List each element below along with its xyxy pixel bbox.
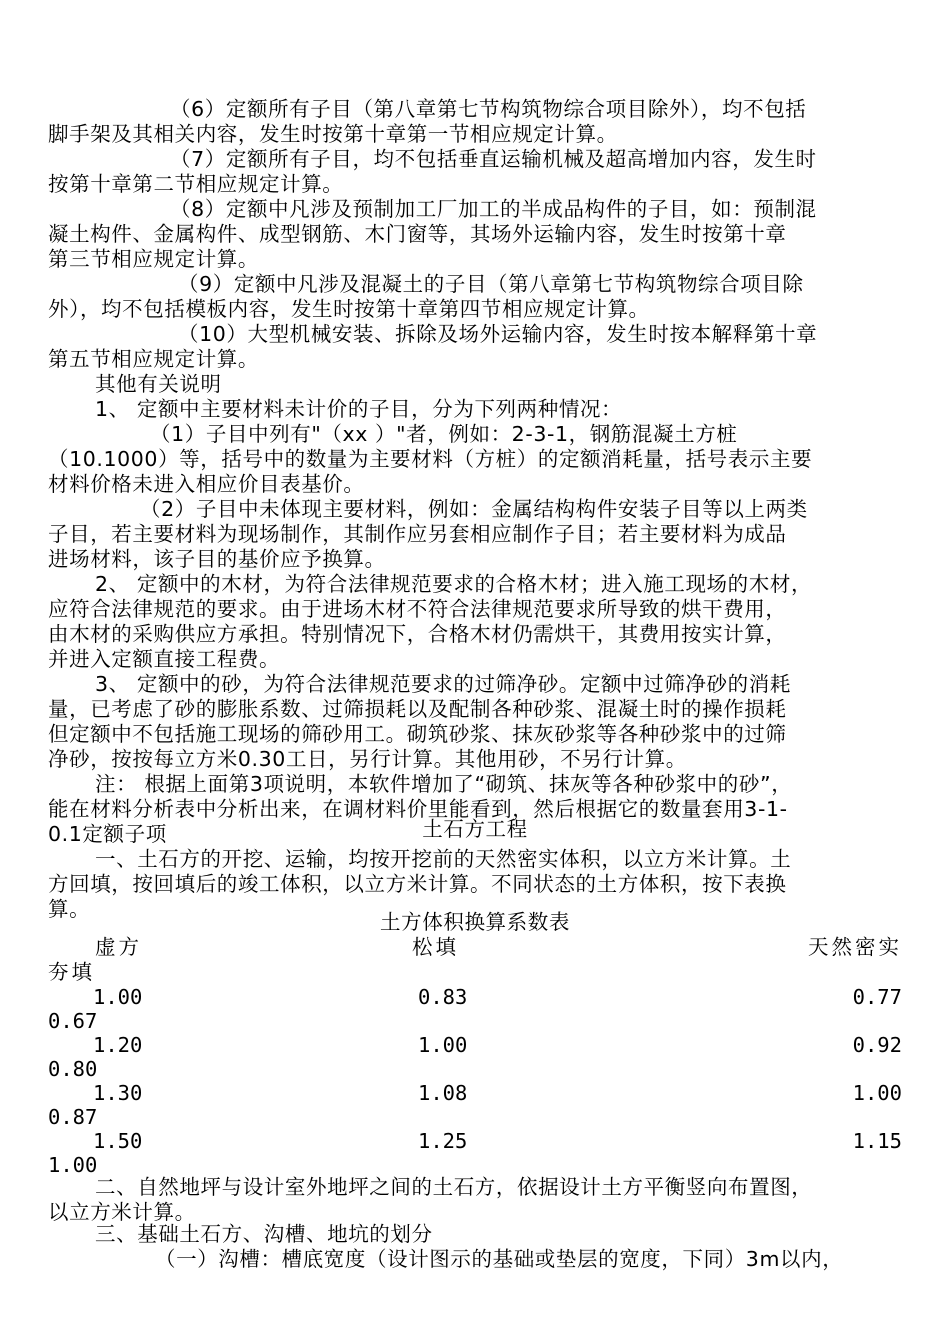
body-text-line: （10）大型机械安装、拆除及场外运输内容，发生时按本解释第十章: [178, 322, 818, 346]
body-text-line: 三、基础土石方、沟槽、地坑的划分: [95, 1222, 433, 1246]
table-header-cell: 虚方: [95, 935, 142, 959]
body-text-line: 1、 定额中主要材料未计价的子目，分为下列两种情况：: [95, 397, 623, 421]
body-text-line: 材料价格未进入相应价目表基价。: [48, 472, 365, 496]
table-cell: 0.92: [852, 1033, 902, 1057]
body-text-line: 量，已考虑了砂的膨胀系数、过筛损耗以及配制各种砂浆、混凝土时的操作损耗: [48, 697, 787, 721]
table-cell: 0.87: [48, 1105, 98, 1129]
table-cell: 1.00: [93, 985, 143, 1009]
section-heading: 土石方工程: [422, 817, 528, 841]
table-header-cell: 夯填: [48, 960, 95, 984]
body-text-line: （7）定额所有子目，均不包括垂直运输机械及超高增加内容，发生时: [170, 147, 817, 171]
table-cell: 1.00: [418, 1033, 468, 1057]
body-text-line: 子目，若主要材料为现场制作，其制作应另套相应制作子目；若主要材料为成品: [48, 522, 787, 546]
table-header-cell: 天然密实: [808, 935, 902, 959]
table-title: 土方体积换算系数表: [380, 910, 570, 934]
table-cell: 1.00: [48, 1153, 98, 1177]
body-text-line: （10.1000）等，括号中的数量为主要材料（方桩）的定额消耗量，括号表示主要: [48, 447, 813, 471]
body-text-line: 第三节相应规定计算。: [48, 247, 259, 271]
body-text-line: 并进入定额直接工程费。: [48, 647, 281, 671]
body-text-line: 其他有关说明: [95, 372, 222, 396]
table-cell: 1.00: [852, 1081, 902, 1105]
body-text-line: 0.1定额子项: [48, 822, 167, 846]
body-text-line: 由木材的采购供应方承担。特别情况下，合格木材仍需烘干，其费用按实计算，: [48, 622, 787, 646]
table-cell: 1.25: [418, 1129, 468, 1153]
body-text-line: （6）定额所有子目（第八章第七节构筑物综合项目除外），均不包括: [170, 97, 807, 121]
body-text-line: 方回填，按回填后的竣工体积，以立方米计算。不同状态的土方体积，按下表换: [48, 872, 787, 896]
body-text-line: 凝土构件、金属构件、成型钢筋、木门窗等，其场外运输内容，发生时按第十章: [48, 222, 787, 246]
table-cell: 1.08: [418, 1081, 468, 1105]
body-text-line: 按第十章第二节相应规定计算。: [48, 172, 344, 196]
body-text-line: 脚手架及其相关内容，发生时按第十章第一节相应规定计算。: [48, 122, 618, 146]
body-text-line: 3、 定额中的砂，为符合法律规范要求的过筛净砂。定额中过筛净砂的消耗: [95, 672, 791, 696]
body-text-line: 注： 根据上面第3项说明，本软件增加了“砌筑、抹灰等各种砂浆中的砂”，: [95, 772, 793, 796]
body-text-line: （2）子目中未体现主要材料，例如：金属结构构件安装子目等以上两类: [140, 497, 808, 521]
body-text-line: 一、土石方的开挖、运输，均按开挖前的天然密实体积，以立方米计算。土: [95, 847, 792, 871]
body-text-line: （一）沟槽：槽底宽度（设计图示的基础或垫层的宽度，下同）3m以内，: [155, 1247, 844, 1271]
body-text-line: 外），均不包括模板内容，发生时按第十章第四节相应规定计算。: [48, 297, 650, 321]
table-cell: 1.15: [852, 1129, 902, 1153]
table-cell: 0.80: [48, 1057, 98, 1081]
body-text-line: 算。: [48, 897, 91, 921]
body-text-line: 以立方米计算。: [48, 1200, 196, 1224]
table-cell: 1.50: [93, 1129, 143, 1153]
body-text-line: 净砂，按按每立方米0.30工日，另行计算。其他用砂，不另行计算。: [48, 747, 687, 771]
body-text-line: 进场材料，该子目的基价应予换算。: [48, 547, 386, 571]
table-header-cell: 松填: [412, 935, 459, 959]
body-text-line: 二、自然地坪与设计室外地坪之间的土石方，依据设计土方平衡竖向布置图，: [95, 1175, 813, 1199]
body-text-line: 2、 定额中的木材，为符合法律规范要求的合格木材；进入施工现场的木材，: [95, 572, 813, 596]
body-text-line: （8）定额中凡涉及预制加工厂加工的半成品构件的子目，如：预制混: [170, 197, 817, 221]
table-cell: 0.77: [852, 985, 902, 1009]
body-text-line: （1）子目中列有"（xx ）"者，例如：2-3-1，钢筋混凝土方桩: [150, 422, 738, 446]
table-cell: 0.83: [418, 985, 468, 1009]
table-cell: 0.67: [48, 1009, 98, 1033]
body-text-line: 第五节相应规定计算。: [48, 347, 259, 371]
body-text-line: （9）定额中凡涉及混凝土的子目（第八章第七节构筑物综合项目除: [178, 272, 804, 296]
body-text-line: 但定额中不包括施工现场的筛砂用工。砌筑砂浆、抹灰砂浆等各种砂浆中的过筛: [48, 722, 787, 746]
table-cell: 1.20: [93, 1033, 143, 1057]
body-text-line: 应符合法律规范的要求。由于进场木材不符合法律规范要求所导致的烘干费用，: [48, 597, 787, 621]
table-cell: 1.30: [93, 1081, 143, 1105]
body-text-line: 能在材料分析表中分析出来，在调材料价里能看到，然后根据它的数量套用3-1-: [48, 797, 788, 821]
